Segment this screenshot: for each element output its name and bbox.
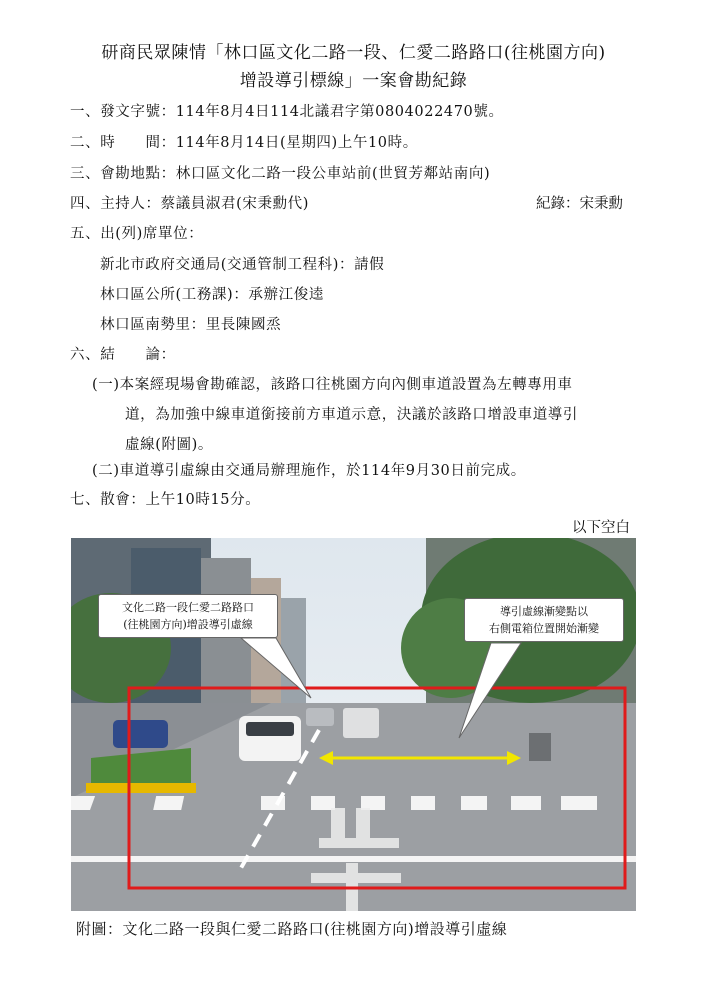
conclusion-number: (一) xyxy=(92,377,120,393)
blank-note: 以下空白 xyxy=(572,520,630,536)
callout-left-line1: 文化二路一段仁愛二路路口 xyxy=(122,601,254,614)
attendee-line: 林口區公所(工務課)：承辦江俊逵 xyxy=(100,287,324,303)
item-number: 二、 xyxy=(70,135,101,151)
item-number: 五、 xyxy=(70,226,101,242)
item-label: 出(列)席單位 xyxy=(100,226,189,242)
item-separator: ： xyxy=(188,226,204,242)
conclusion-2 xyxy=(92,459,526,480)
item-value: 114年8月14日(星期四)上午10時。 xyxy=(175,135,418,151)
item-label: 散會 xyxy=(100,492,131,508)
conclusion-1-line2: 道，為加強中線車道銜接前方車道示意，決議於該路口增設車道導引 xyxy=(125,407,578,423)
item-document-number xyxy=(70,100,504,121)
item-location xyxy=(70,162,490,183)
item-separator: ： xyxy=(160,104,176,120)
item-time xyxy=(70,131,418,152)
item-number: 三、 xyxy=(70,166,101,182)
item-label: 發文字號 xyxy=(100,104,161,120)
item-value: 林口區文化二路一段公車站前(世貿芳鄰站南向) xyxy=(175,166,491,182)
item-separator: ： xyxy=(160,166,176,182)
item-conclusion-heading xyxy=(70,343,176,364)
item-adjourn xyxy=(70,488,260,509)
callout-right xyxy=(464,598,624,642)
attendee-line: 新北市政府交通局(交通管制工程科)：請假 xyxy=(100,257,385,273)
item-attendees-heading xyxy=(70,222,203,243)
item-label: 時 間 xyxy=(100,135,161,151)
callout-left-line2: (往桃園方向)增設導引虛線 xyxy=(123,618,253,631)
item-separator: ： xyxy=(145,196,161,212)
item-number: 七、 xyxy=(70,492,101,508)
document-title-line1: 研商民眾陳情「林口區文化二路一段、仁愛二路路口(往桃園方向) xyxy=(101,43,606,63)
attendee-line: 林口區南勢里：里長陳國烝 xyxy=(100,317,282,333)
conclusion-1-line3: 虛線(附圖)。 xyxy=(125,437,214,453)
item-number: 四、 xyxy=(70,196,101,212)
item-separator: ： xyxy=(130,492,146,508)
callout-right-line1: 導引虛線漸變點以 xyxy=(500,605,588,618)
conclusion-number: (二) xyxy=(92,463,120,479)
item-number: 一、 xyxy=(70,104,101,120)
figure-caption: 附圖：文化二路一段與仁愛二路路口(往桃園方向)增設導引虛線 xyxy=(76,920,508,938)
car-blue xyxy=(113,720,168,748)
item-number: 六、 xyxy=(70,347,101,363)
item-label: 結 論 xyxy=(100,347,161,363)
item-separator: ： xyxy=(160,347,176,363)
callout-left xyxy=(98,594,278,638)
document-title-line2: 增設導引標線」一案會勘紀錄 xyxy=(239,71,468,91)
conclusion-1-line1 xyxy=(92,373,573,394)
item-value: 上午10時15分。 xyxy=(145,492,261,508)
electric-box xyxy=(529,733,551,761)
street-photo xyxy=(71,538,636,911)
item-host xyxy=(70,192,309,213)
item-label: 主持人 xyxy=(100,196,146,212)
truck xyxy=(343,708,379,738)
conclusion-text: 車道導引虛線由交通局辦理施作，於114年9月30日前完成。 xyxy=(119,463,526,479)
item-label: 會勘地點 xyxy=(100,166,161,182)
item-value: 蔡議員淑君(宋秉勳代) xyxy=(160,196,310,212)
recorder-note: 紀錄：宋秉勳 xyxy=(536,196,623,212)
item-separator: ： xyxy=(160,135,176,151)
item-value: 114年8月4日114北議君字第0804022470號。 xyxy=(175,104,504,120)
callout-right-line2: 右側電箱位置開始漸變 xyxy=(489,622,599,635)
conclusion-text: 本案經現場會勘確認，該路口往桃園方向內側車道設置為左轉專用車 xyxy=(119,377,573,393)
